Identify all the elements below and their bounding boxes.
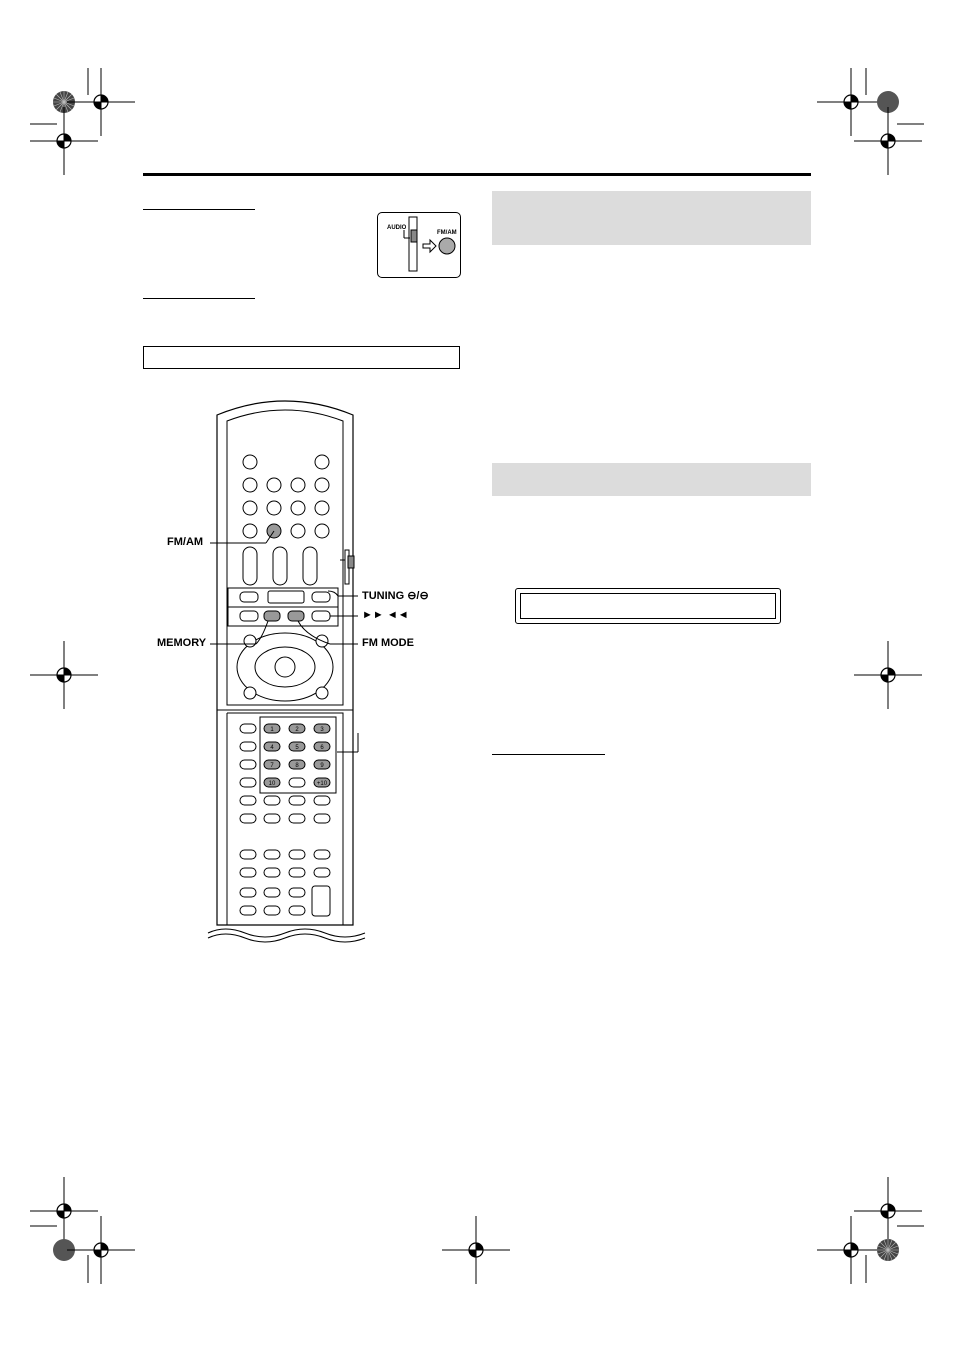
key-8: 8	[295, 763, 299, 769]
key-9: 9	[320, 763, 324, 769]
fmam-label: FM/AM	[437, 230, 457, 236]
audio-label: AUDIO	[387, 225, 407, 231]
key-4: 4	[270, 745, 274, 751]
key-5: 5	[295, 745, 299, 751]
key-1: 1	[270, 727, 274, 733]
key-plus10: +10	[316, 781, 328, 787]
tuning-callout: TUNING ⊖/⊖	[362, 590, 429, 602]
key-2: 2	[295, 727, 299, 733]
key-7: 7	[270, 763, 274, 769]
key-10: 10	[268, 781, 276, 787]
fm-mode-callout: FM MODE	[362, 637, 414, 649]
memory-callout: MEMORY	[157, 637, 207, 649]
fast-forward-rewind-callout: ►► ◄◄	[362, 609, 409, 621]
fm-am-callout: FM/AM	[167, 536, 204, 548]
key-6: 6	[320, 745, 324, 751]
key-3: 3	[320, 727, 324, 733]
